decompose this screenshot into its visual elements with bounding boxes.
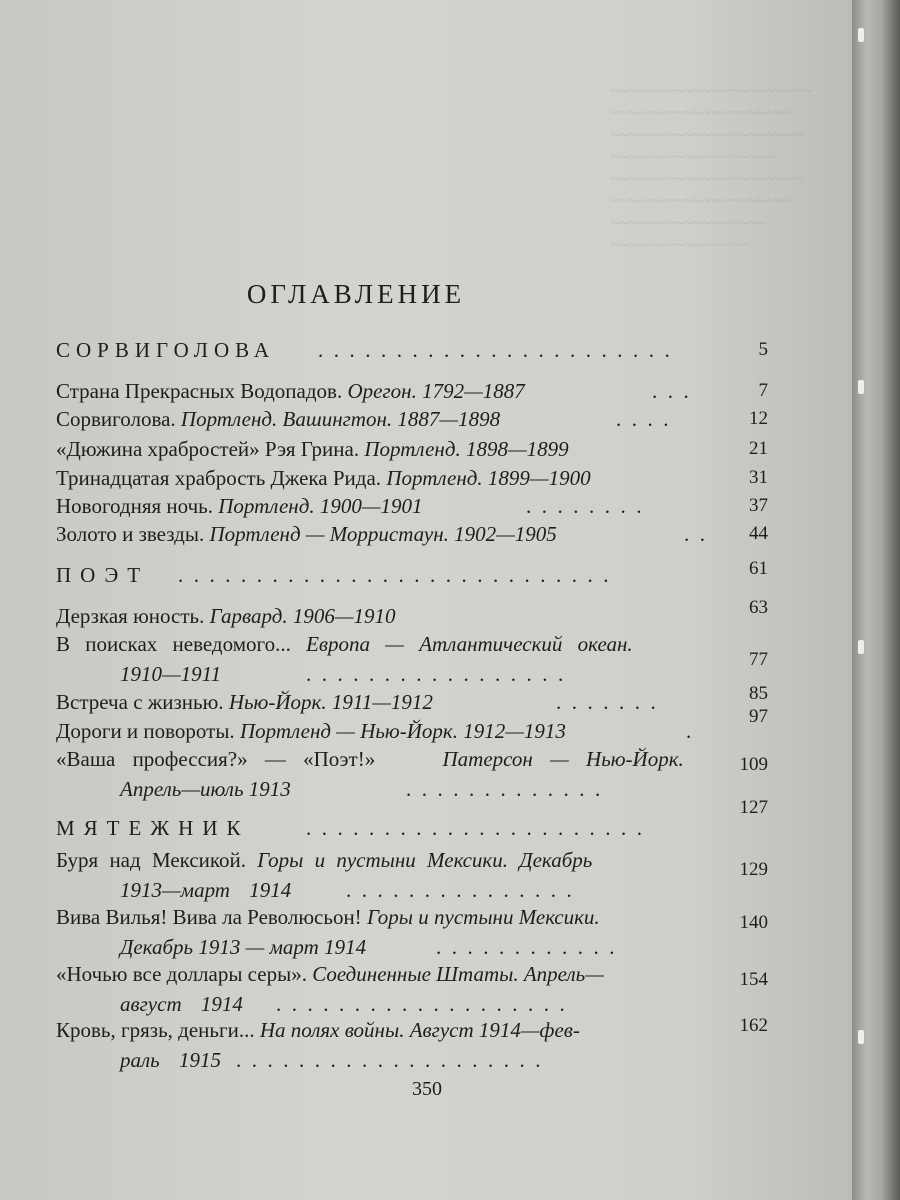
page-number: 129 [739,859,768,880]
entry-place: Патерсон — Нью-Йорк. [442,747,684,771]
entry-place: Портленд. 1898—1899 [364,437,569,461]
entry-title: «Дюжина храбростей» Рэя Грина. [56,437,360,461]
entry-title: «Ваша профессия?» — «Поэт!» [56,747,376,771]
entry-place: Орегон. 1792—1887 [347,379,525,403]
page-number: 127 [739,797,768,818]
entry-title: Страна Прекрасных Водопадов. [56,379,343,403]
entry-place: Портленд — Морристаун. 1902—1905 [209,522,557,546]
entry-place: Портленд. 1899—1900 [386,466,591,490]
leader-dots: . . . . [616,407,669,431]
entry-title: Вива Вилья! Вива ла Революсьон! [56,905,362,929]
toc-heading: ОГЛАВЛЕНИЕ [246,279,466,309]
leader-dots: . [686,719,692,743]
section-title: СОРВИГОЛОВА [56,338,276,362]
toc-entry [56,959,768,1021]
page-number: 63 [749,597,768,618]
entry-place: Портленд — Нью-Йорк. 1912—1913 [239,719,566,743]
toc-entry [56,845,768,907]
entry-title: В поисках неведомого... [56,632,291,656]
entry-place: Европа — Атлантический океан. [306,632,633,656]
show-through-text: ~~~~~~~~~~~~~~~~~~~~~~ ~~~~~~~~~~~~~~~~~~~~ ~~~~~~~~~~~~~~~~~~~~~ ~~~~~~~~~~~~~~~~~~ ~~~~~~~~~~~~~~~~~~~~~ ~~~~~~~~~~~~~~~~~~~~ ~~~~~~~~~~~~~~~~~ ~~~~~~~~~~~~~~~ [610,81,813,254]
page-number: 21 [749,438,768,459]
entry-continuation: раль 1915 [120,1048,221,1072]
entry-place: Портленд. Вашингтон. 1887—1898 [180,407,501,431]
page-number: 7 [758,380,768,401]
page-number: 77 [749,649,768,670]
leader-dots: . . . . . . . . . . . . . . . [346,878,572,902]
entry-title: Встреча с жизнью. [56,690,224,714]
leader-dots: . . [684,522,705,546]
page-number: 140 [739,912,768,933]
entry-title: Золото и звезды. [56,522,205,546]
entry-place: Горы и пустыни Мексики. [366,905,600,929]
leader-dots: . . . . . . . . . . . . . . . . . . . . [236,1048,541,1072]
page-number: 5 [758,339,768,360]
entry-continuation: Апрель—июль 1913 [120,777,291,801]
page-number: 109 [739,754,768,775]
entry-continuation: август 1914 [120,992,243,1016]
entry-continuation: Декабрь 1913 — март 1914 [120,935,367,959]
leader-dots: . . . . . . . . . . . . . . . . . [306,662,564,686]
entry-title: Кровь, грязь, деньги... [56,1018,255,1042]
binding-stitch [858,1030,864,1044]
entry-title: Дерзкая юность. [56,604,205,628]
leader-dots: . . . . . . . . . . . . . . . . . . . . . . . [318,338,670,362]
leader-dots: . . . . . . . . [526,494,642,518]
entry-title: Сорвиголова. [56,407,176,431]
page-number: 154 [739,969,768,990]
section-title: МЯТЕЖНИК [56,816,250,840]
leader-dots: . . . . . . . . . . . . . . . . . . . . . . . . . . . . [178,563,609,587]
entry-continuation: 1910—1911 [120,662,222,686]
leader-dots: . . . . . . . [556,690,656,714]
entry-title: «Ночью все доллары серы». [56,962,307,986]
book-binding [852,0,900,1200]
page-number: 162 [739,1015,768,1036]
binding-stitch [858,380,864,394]
folio-page-number: 350 [412,1078,442,1100]
leader-dots: . . . . . . . . . . . . . . . . . . . . . . [306,816,642,840]
entry-title: Новогодняя ночь. [56,494,213,518]
page-number: 97 [749,706,768,727]
page-number: 37 [749,495,768,516]
page-number: 31 [749,467,768,488]
entry-place: Гарвард. 1906—1910 [209,604,396,628]
entry-continuation: 1913—март 1914 [120,878,292,902]
entry-title: Дороги и повороты. [56,719,235,743]
leader-dots: . . . . . . . . . . . . . . . . . . . [276,992,565,1016]
entry-place: Горы и пустыни Мексики. Декабрь [257,848,593,872]
page-number: 85 [749,683,768,704]
entry-place: Соединенные Штаты. Апрель— [312,962,604,986]
leader-dots: . . . . . . . . . . . . . [406,777,601,801]
toc-entry [56,744,768,806]
page-number: 61 [749,558,768,579]
section-title: ПОЭТ [56,563,150,587]
toc-entry [56,629,768,691]
entry-place: Нью-Йорк. 1911—1912 [228,690,433,714]
entry-place: На полях войны. Август 1914—фев- [259,1018,580,1042]
page-number: 44 [749,523,768,544]
leader-dots: . . . [652,379,689,403]
toc-entry [56,902,768,964]
entry-title: Тринадцатая храбрость Джека Рида. [56,466,382,490]
binding-stitch [858,640,864,654]
binding-stitch [858,28,864,42]
entry-title: Буря над Мексикой. [56,848,247,872]
toc-entry [56,1015,768,1077]
page-number: 12 [749,408,768,429]
leader-dots: . . . . . . . . . . . . [436,935,615,959]
entry-place: Портленд. 1900—1901 [218,494,423,518]
